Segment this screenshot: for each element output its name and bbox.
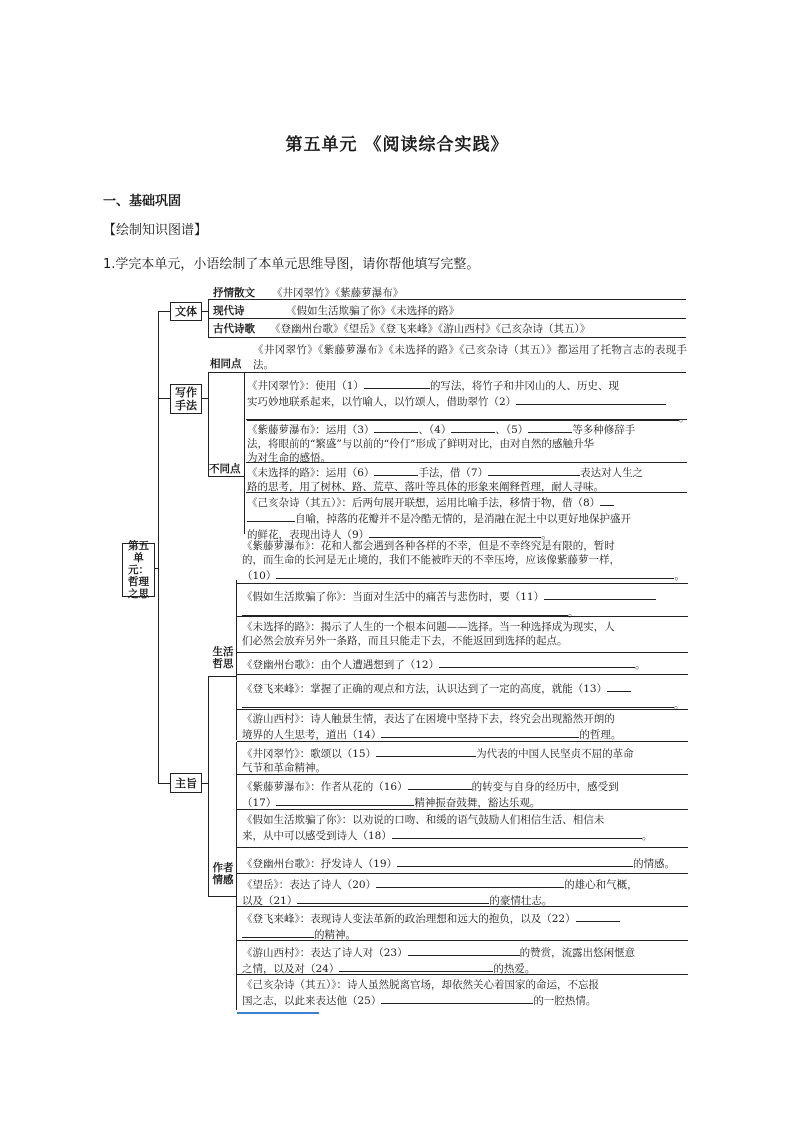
diff-3-text-a: 《未选择的路》：运用（6） bbox=[247, 467, 375, 479]
divider bbox=[237, 674, 688, 675]
writing-bracket-v bbox=[208, 372, 209, 476]
feel-4-text-b: 的情感。 bbox=[633, 858, 676, 870]
period: 。 bbox=[541, 529, 552, 541]
life-item-1 bbox=[242, 539, 688, 583]
node-genre-label: 文体 bbox=[175, 305, 197, 318]
period: 。 bbox=[679, 412, 690, 424]
feel-1-text-b: 为代表的中国人民坚贞不屈的革命 bbox=[476, 748, 634, 760]
life-3-text-a: 《未选择的路》：揭示了人生的一个根本问题——选择。当一种选择成为现实，人 bbox=[242, 621, 615, 633]
feel-3-text-a: 《假如生活欺骗了你》：以劝说的口吻、和缓的语气鼓励人们相信生活、相信未 bbox=[242, 814, 605, 826]
feel-item-1 bbox=[242, 745, 688, 775]
life-1-text-c: （10） bbox=[242, 570, 277, 582]
blank-13[interactable] bbox=[607, 680, 631, 692]
genre-works-modern-poem: 《假如生活欺骗了你》《未选择的路》 bbox=[286, 305, 460, 317]
feel-7-text-b: 的赞赏，流露出悠闲惬意 bbox=[519, 947, 636, 959]
blank-23[interactable] bbox=[408, 944, 520, 956]
blank-9[interactable] bbox=[369, 526, 541, 538]
blank-18[interactable] bbox=[392, 827, 642, 839]
life-bracket-v bbox=[236, 580, 237, 740]
blank-7[interactable] bbox=[488, 464, 580, 476]
diff-1-text-c: 实巧妙地联系起来，以竹喻人，以竹颂人，借助翠竹（2） bbox=[247, 396, 517, 408]
feel-1-text-a: 《井冈翠竹》：歌颂以（15） bbox=[242, 748, 377, 760]
feel-item-6 bbox=[242, 910, 688, 942]
root-node-label: 第五单元：哲理之思 bbox=[128, 540, 149, 600]
feel-5-text-c: 以及（21） bbox=[242, 895, 298, 907]
feel-4-text-a: 《登幽州台歌》：抒发诗人（19） bbox=[242, 858, 398, 870]
blank-5[interactable] bbox=[528, 421, 572, 433]
blank-12[interactable] bbox=[439, 656, 635, 668]
page-title: 第五单元 《阅读综合实践》 bbox=[285, 135, 509, 155]
feel-8-text-a: 《己亥杂诗（其五）》：诗人虽然脱离官场，却依然关心着国家的命运，不忘报 bbox=[242, 979, 599, 991]
life-branch-label: 生活哲思 bbox=[212, 646, 234, 670]
writing-connector bbox=[158, 398, 170, 399]
blank-8-cont[interactable] bbox=[247, 510, 295, 522]
diff-3-text-d: 路的思考，用了树林、路、荒草、落叶等具体的形象来阐释哲理，耐人寻味。 bbox=[247, 481, 604, 493]
diff-4-text-b: 自喻，掉落的花瓣并不是冷酷无情的，是消融在泥土中以更好地保护盛开 bbox=[295, 513, 631, 525]
divider bbox=[237, 809, 688, 810]
life-item-5 bbox=[242, 680, 688, 712]
node-writing-label: 写作手法 bbox=[175, 386, 197, 412]
node-writing bbox=[170, 384, 202, 414]
subsection-heading: 【绘制知识图谱】 bbox=[103, 223, 208, 238]
blank-6[interactable] bbox=[374, 464, 418, 476]
period: 。 bbox=[568, 607, 579, 619]
blank-16[interactable] bbox=[408, 778, 472, 790]
life-item-6 bbox=[242, 712, 688, 742]
life-6-text-c: 的哲理。 bbox=[579, 729, 622, 741]
theme-connector bbox=[158, 783, 170, 784]
same-underline bbox=[208, 372, 686, 373]
blank-11-cont[interactable] bbox=[242, 604, 568, 616]
period: 。 bbox=[674, 570, 685, 582]
feel-1-text-c: 气节和革命精神。 bbox=[242, 762, 326, 774]
same-point-label: 相同点 bbox=[210, 358, 242, 370]
feel-item-7 bbox=[242, 944, 688, 976]
feel-8-text-c: 的一腔热情。 bbox=[533, 995, 597, 1007]
diff-2-text-e: 法，将眼前的“繁盛”与以前的“伶仃”形成了鲜明对比，由对自然的感触升华 bbox=[247, 438, 594, 450]
life-item-3 bbox=[242, 620, 688, 648]
blank-22[interactable] bbox=[576, 910, 620, 922]
life-2-text-a: 《假如生活欺骗了你》：当面对生活中的痛苦与悲伤时，要（11） bbox=[242, 591, 545, 603]
period: 。 bbox=[641, 830, 653, 842]
diff-bracket-h bbox=[208, 476, 244, 477]
blank-21[interactable] bbox=[297, 892, 489, 904]
same-point-text: 《井冈翠竹》《紫藤萝瀑布》《未选择的路》《己亥杂诗（其五）》都运用了托物言志的表现手法。 bbox=[253, 344, 687, 371]
period: 。 bbox=[635, 659, 646, 671]
divider bbox=[246, 462, 687, 463]
genre-works-ancient-poem: 《登幽州台歌》《望岳》《登飞来峰》《游山西村》《己亥杂诗（其五）》 bbox=[270, 323, 591, 335]
blank-25[interactable] bbox=[381, 992, 533, 1004]
diff-3-text-c: 表达对人生之 bbox=[580, 467, 644, 479]
feel-branch-label: 作者情感 bbox=[212, 862, 234, 886]
feel-2-text-b: 的转变与自身的经历中，感受到 bbox=[471, 781, 619, 793]
diff-bracket-v bbox=[244, 372, 245, 534]
diff-item-2 bbox=[247, 421, 687, 465]
life-1-text-a: 《紫藤萝瀑布》：花和人都会遇到各种各样的不幸，但是不幸终究是有限的，暂时 bbox=[242, 540, 615, 552]
divider bbox=[246, 492, 687, 493]
node-genre bbox=[170, 302, 202, 321]
divider bbox=[246, 419, 687, 420]
diff-3-text-b: 手法，借（7） bbox=[418, 467, 489, 479]
diff-2-text-f: 为对生命的感悟。 bbox=[247, 452, 331, 464]
blank-11[interactable] bbox=[544, 588, 656, 600]
blank-14[interactable] bbox=[381, 726, 579, 738]
diff-1-text-b: 的写法，将竹子和井冈山的人、历史、现 bbox=[429, 380, 619, 392]
feel-item-4 bbox=[242, 855, 688, 871]
divider bbox=[237, 616, 688, 617]
blank-15[interactable] bbox=[376, 745, 476, 757]
trunk-line bbox=[158, 311, 159, 783]
blank-24[interactable] bbox=[339, 960, 493, 972]
blank-2[interactable] bbox=[516, 393, 666, 405]
life-3-text-b: 们必然会放弃另外一条路，而且只能走下去，不能返回到选择的起点。 bbox=[242, 635, 568, 647]
feel-item-3 bbox=[242, 813, 688, 843]
feel-7-text-a: 《游山西村》：表达了诗人对（23） bbox=[242, 947, 408, 959]
life-6-text-a: 《游山西村》：诗人触景生情，表达了在困境中坚持下去，终究会出现豁然开朗的 bbox=[242, 713, 615, 725]
theme-bracket-v bbox=[208, 676, 209, 896]
feel-6-text-b: 的精神。 bbox=[314, 929, 356, 941]
genre-works-essay: 《井冈翠竹》《紫藤萝瀑布》 bbox=[272, 287, 404, 299]
question-text: 1.学完本单元，小语绘制了本单元思维导图，请你帮他填写完整。 bbox=[103, 257, 480, 272]
period: 。 bbox=[674, 699, 685, 711]
node-theme-label: 主旨 bbox=[175, 776, 197, 790]
feel-bracket-v bbox=[236, 742, 237, 1010]
blank-19[interactable] bbox=[397, 855, 633, 867]
diff-item-1 bbox=[247, 377, 690, 425]
blank-22-cont[interactable] bbox=[242, 926, 314, 938]
genre-line-2 bbox=[208, 318, 686, 319]
feel-2-text-c: （17） bbox=[242, 797, 277, 809]
genre-label-modern-poem: 现代诗 bbox=[213, 305, 245, 317]
diff-4-text-c: 的鲜花，表现出诗人（9） bbox=[247, 529, 370, 541]
divider bbox=[237, 709, 688, 710]
genre-connector bbox=[158, 311, 170, 312]
divider bbox=[237, 847, 688, 848]
life-1-text-b: 的，而生命的长河是无止境的，我们不能被昨天的不幸压垮，应该像紫藤萝一样， bbox=[242, 554, 620, 566]
feel-5-text-b: 的雄心和气概， bbox=[564, 879, 638, 891]
blank-17[interactable] bbox=[276, 794, 414, 806]
genre-label-essay: 抒情散文 bbox=[213, 287, 255, 299]
node-theme bbox=[170, 773, 202, 793]
divider bbox=[237, 583, 688, 584]
feel-6-text-a: 《登飞来峰》：表现诗人变法革新的政治理想和远大的抱负，以及（22） bbox=[242, 913, 576, 925]
blank-10[interactable] bbox=[276, 567, 674, 579]
diff-1-text-a: 《井冈翠竹》：使用（1） bbox=[247, 380, 364, 392]
feel-2-text-d: 精神振奋鼓舞，豁达乐观。 bbox=[414, 797, 541, 809]
diff-2-text-d: 等多种修辞手 bbox=[572, 424, 636, 436]
diff-2-text-a: 《紫藤萝瀑布》：运用（3） bbox=[247, 424, 375, 436]
life-5-text-a: 《登飞来峰》：掌握了正确的观点和方法，认识达到了一定的高度，就能（13） bbox=[242, 683, 608, 695]
feel-2-text-a: 《紫藤萝瀑布》：作者从花的（16） bbox=[242, 781, 408, 793]
diff-2-text-b: 、（4） bbox=[418, 424, 452, 436]
divider bbox=[237, 940, 688, 941]
blank-8[interactable] bbox=[600, 494, 614, 506]
blank-13-cont[interactable] bbox=[242, 696, 674, 708]
genre-label-ancient-poem: 古代诗歌 bbox=[213, 323, 255, 335]
root-node bbox=[122, 540, 155, 600]
accent-underline bbox=[237, 1012, 319, 1014]
divider bbox=[237, 741, 688, 742]
life-item-4 bbox=[242, 656, 688, 672]
feel-connector bbox=[208, 896, 236, 897]
divider bbox=[237, 974, 688, 975]
feel-7-text-d: 的热爱。 bbox=[493, 963, 536, 975]
feel-8-text-b: 国之志，以此来表达他（25） bbox=[242, 995, 382, 1007]
diff-item-3 bbox=[247, 464, 687, 494]
diff-4-text-a: 《己亥杂诗（其五）》：后两句展开联想，运用比喻手法，移情于物，借（8） bbox=[247, 497, 601, 509]
diff-2-text-c: 、（5） bbox=[495, 424, 529, 436]
feel-item-2 bbox=[242, 778, 688, 810]
genre-line-3 bbox=[208, 337, 686, 338]
life-connector bbox=[208, 676, 236, 677]
blank-1[interactable] bbox=[364, 377, 430, 389]
divider bbox=[237, 774, 688, 775]
feel-item-8 bbox=[242, 978, 688, 1008]
section-heading: 一、基础巩固 bbox=[103, 194, 182, 209]
blank-4[interactable] bbox=[451, 421, 495, 433]
diff-item-4 bbox=[247, 494, 687, 542]
blank-20[interactable] bbox=[376, 876, 564, 888]
life-6-text-b: 境界的人生思考，道出（14） bbox=[242, 729, 382, 741]
feel-7-text-c: 之情，以及对（24） bbox=[242, 963, 340, 975]
feel-5-text-a: 《望岳》：表达了诗人（20） bbox=[242, 879, 377, 891]
feel-5-text-d: 的豪情壮志。 bbox=[489, 895, 553, 907]
blank-3[interactable] bbox=[374, 421, 418, 433]
feel-item-5 bbox=[242, 876, 688, 908]
life-4-text-a: 《登幽州台歌》：由个人遭遇想到了（12） bbox=[242, 659, 440, 671]
divider bbox=[237, 906, 688, 907]
divider bbox=[237, 652, 688, 653]
feel-3-text-b: 来，从中可以感受到诗人（18） bbox=[242, 830, 392, 842]
diff-point-label: 不同点 bbox=[209, 463, 241, 475]
divider bbox=[237, 873, 688, 874]
